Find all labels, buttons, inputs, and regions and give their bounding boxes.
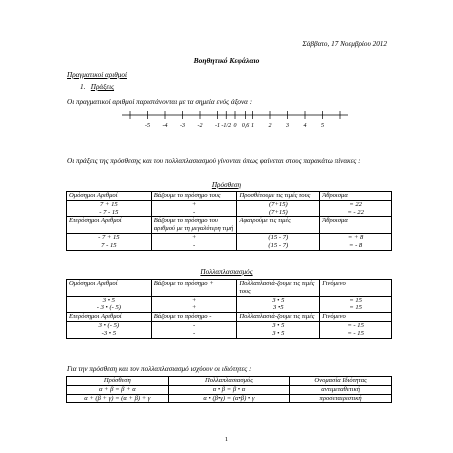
table-cell: + + <box>151 296 237 313</box>
table-header: Γινόμενο <box>320 313 392 322</box>
number-line-label: -5 <box>145 123 150 129</box>
addition-caption: Πρόσθεση <box>211 181 242 189</box>
table-cell: - - <box>151 321 237 338</box>
table-header: Αφαιρούμε τις τιμές <box>237 217 320 234</box>
properties-table <box>66 376 392 403</box>
table-cell: 3 • 5 - 3 • (- 5) <box>67 296 152 313</box>
table-header: Άθροισμα <box>320 192 392 201</box>
multiplication-table <box>66 279 392 339</box>
table-cell: α + (β + γ) = (α + β) + γ <box>67 394 169 403</box>
tables-intro: Οι πράξεις της πρόσθεσης και του πολλαπλασιασμού γίνονται όπως φαίνεται στους παρακάτω πίνακες : <box>67 157 361 165</box>
table-header: Πολλαπλασιασμός <box>168 377 290 386</box>
properties-intro: Για την πρόσθεση και τον πολλαπλασιασμό ισχύουν οι ιδιότητες : <box>67 365 252 373</box>
number-line-labels <box>145 122 324 129</box>
table-cell: α + β = β + α <box>67 385 169 394</box>
table-header: Βάζουμε το πρόσημο τους <box>151 192 237 201</box>
table-header: Βάζουμε το πρόσημο - <box>151 313 237 322</box>
table-row <box>67 394 392 403</box>
table-row <box>67 217 392 234</box>
table-row <box>67 200 392 217</box>
table-header: Ομόσημοι Αριθμοί <box>67 280 152 297</box>
table-cell: = 15 = 15 <box>320 296 392 313</box>
number-line-label: 1 <box>251 123 254 129</box>
table-row <box>67 377 392 386</box>
document-date: Σάββατο, 17 Νοεμβρίου 2012 <box>302 40 387 48</box>
number-line-label: 0 <box>233 123 237 129</box>
table-cell: 7 + 15 - 7 - 15 <box>67 200 152 217</box>
table-cell: (15 - 7) (15 - 7) <box>237 233 320 250</box>
table-cell: = - 15 = - 15 <box>320 321 392 338</box>
number-line <box>120 106 350 130</box>
table-header: Γινόμενο <box>320 280 392 297</box>
table-cell: 3 • (- 5) -3 • 5 <box>67 321 152 338</box>
number-line-ticks <box>122 111 348 119</box>
table-header: Άθροισμα <box>320 217 392 234</box>
table-row <box>67 233 392 250</box>
table-row <box>67 313 392 322</box>
table-header: Πολλαπλασιά-ζουμε τις τιμές <box>237 313 320 322</box>
table-cell: + - <box>151 200 237 217</box>
table-header: Πρόσθεση <box>67 377 169 386</box>
table-header: Προσθέτουμε τις τιμές τους <box>237 192 320 201</box>
table-cell: α • β = β • α <box>168 385 290 394</box>
table-header: Βάζουμε το πρόσημο του αριθμού με τη μεγαλύτερη τιμή <box>151 217 237 234</box>
table-row <box>67 296 392 313</box>
table-cell: 3 • 5 3 • 5 <box>237 321 320 338</box>
table-cell: αντιμεταθετική <box>290 385 392 394</box>
table-row <box>67 280 392 297</box>
number-line-label: -3 <box>180 123 185 129</box>
table-header: Ετερόσημοι Αριθμοί <box>67 217 152 234</box>
subsection-number: 1. <box>80 83 86 91</box>
intro-sentence: Οι πραγματικοί αριθμοί παριστάνονται με τα σημεία ενός άξονα : <box>67 98 253 106</box>
table-cell: = 22 = - 22 <box>320 200 392 217</box>
number-line-label: -4 <box>162 123 168 129</box>
table-header: Ονομασία Ιδιότητας <box>290 377 392 386</box>
table-cell: (7+15) (7+15) <box>237 200 320 217</box>
table-cell: - 7 + 15 7 - 15 <box>67 233 152 250</box>
table-row <box>67 385 392 394</box>
table-cell: α • (β•γ) = (α•β) • γ <box>168 394 290 403</box>
number-line-label: 4 <box>303 123 307 129</box>
subsection-heading <box>80 83 114 91</box>
table-header: Πολλαπλασιά-ζουμε τις τιμές τους <box>237 280 320 297</box>
table-row <box>67 192 392 201</box>
table-cell: = + 8 = - 8 <box>320 233 392 250</box>
number-line-label: -1 <box>215 123 220 129</box>
page-number: 1 <box>224 436 229 443</box>
number-line-label: 3 <box>286 123 289 129</box>
table-header: Ομόσημοι Αριθμοί <box>67 192 152 201</box>
table-cell: + - <box>151 233 237 250</box>
number-line-label: 0,6 <box>241 123 250 129</box>
number-line-label: -2 <box>197 123 203 129</box>
table-cell: προσεταιριστική <box>290 394 392 403</box>
multiplication-caption: Πολλαπλασιασμός <box>200 268 253 276</box>
table-cell: 3 • 5 3 •5 <box>237 296 320 313</box>
document-title: Βοηθητικό Κεφάλαιο <box>193 56 260 65</box>
number-line-label: 2 <box>268 123 272 129</box>
table-header: Βάζουμε το πρόσημο + <box>151 280 237 297</box>
number-line-label: -1/2 <box>221 123 232 129</box>
section-heading: Πραγματικοί αριθμοί <box>67 71 127 79</box>
subsection-title: Πράξεις <box>90 83 115 91</box>
table-header: Ετερόσημοι Αριθμοί <box>67 313 152 322</box>
addition-table <box>66 191 392 251</box>
number-line-label: 5 <box>321 123 324 129</box>
table-row <box>67 321 392 338</box>
